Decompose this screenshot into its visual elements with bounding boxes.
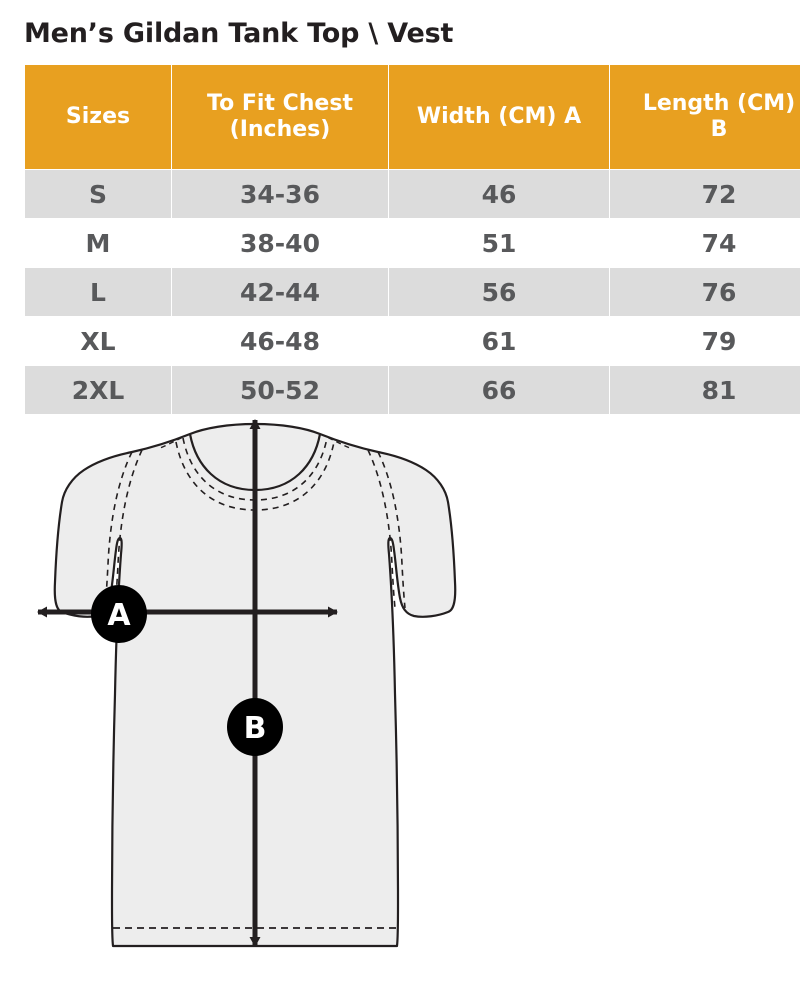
garment-diagram <box>0 404 800 985</box>
cell-size: XL <box>25 317 172 366</box>
marker-b-label: B <box>243 711 267 746</box>
cell-width: 56 <box>389 268 610 317</box>
cell-chest: 38-40 <box>172 219 389 268</box>
cell-length: 72 <box>610 170 800 219</box>
cell-size: S <box>25 170 172 219</box>
cell-width: 51 <box>389 219 610 268</box>
cell-chest: 34-36 <box>172 170 389 219</box>
table-row <box>25 268 800 317</box>
table-header <box>25 65 800 170</box>
table-row <box>25 219 800 268</box>
page-title: Men’s Gildan Tank Top \ Vest <box>24 18 454 49</box>
cell-width: 66 <box>389 366 610 415</box>
cell-width: 61 <box>389 317 610 366</box>
column-header-sizes: Sizes <box>25 65 172 170</box>
column-header-length <box>610 65 800 170</box>
cell-length: 79 <box>610 317 800 366</box>
chest-header-line1: To Fit Chest <box>207 91 353 117</box>
table-row <box>25 317 800 366</box>
cell-chest: 50-52 <box>172 366 389 415</box>
cell-size: M <box>25 219 172 268</box>
cell-chest: 42-44 <box>172 268 389 317</box>
marker-b-badge <box>227 698 283 756</box>
cell-length: 76 <box>610 268 800 317</box>
table-header-row <box>25 65 800 170</box>
cell-size: 2XL <box>25 366 172 415</box>
cell-length: 81 <box>610 366 800 415</box>
column-header-width: Width (CM) A <box>389 65 610 170</box>
marker-a-badge <box>91 585 147 643</box>
cell-length: 74 <box>610 219 800 268</box>
cell-width: 46 <box>389 170 610 219</box>
length-header-line1: Length (CM) <box>642 91 796 117</box>
table-body <box>25 170 800 415</box>
cell-size: L <box>25 268 172 317</box>
cell-chest: 46-48 <box>172 317 389 366</box>
size-chart-table <box>24 64 800 415</box>
length-header-line2: B <box>710 117 728 142</box>
chest-header-line2: (Inches) <box>229 117 331 142</box>
marker-a-label: A <box>107 598 131 633</box>
column-header-chest <box>172 65 389 170</box>
table-row <box>25 170 800 219</box>
